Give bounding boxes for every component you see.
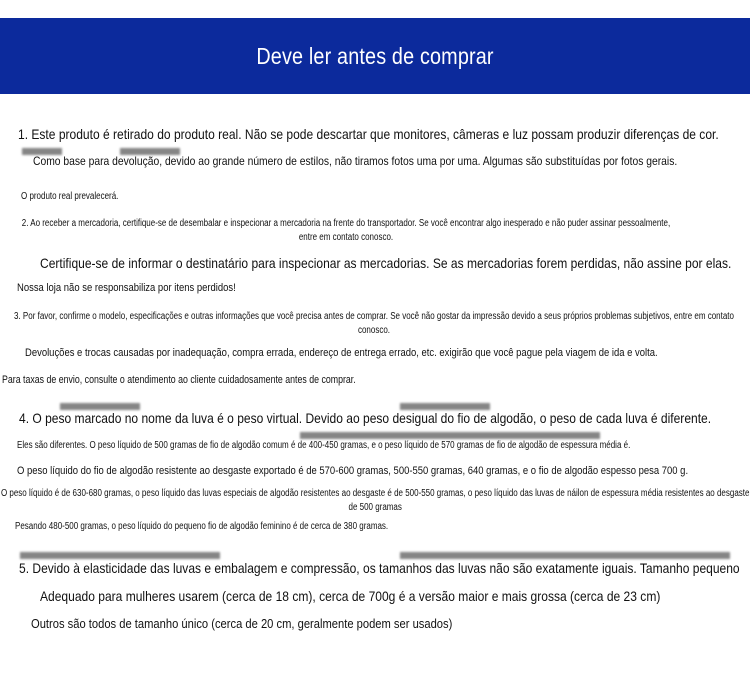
note-1-line-3: O produto real prevalecerá. — [21, 191, 119, 202]
note-3-line-1: 3. Por favor, confirme o modelo, especificações e outras informações que você precisa antes de comprar. Se você não gostar da impressão devido a seus próprios problemas subjetivos, entre em contato conosco. — [14, 311, 734, 336]
note-4-line-2: Eles são diferentes. O peso líquido de 500 gramas de fio de algodão comum é de 400-450 gramas, e o peso líquido de 570 gramas de fio de algodão de espessura média é. — [17, 440, 631, 451]
note-1-line-2: Como base para devolução, devido ao grande número de estilos, não tiramos fotos uma por uma. Algumas são substituídas por fotos gerais. — [33, 154, 678, 168]
note-4-line-1: 4. O peso marcado no nome da luva é o peso virtual. Devido ao peso desigual do fio de algodão, o peso de cada luva é diferente. — [19, 410, 712, 426]
note-3-line-2: Devoluções e trocas causadas por inadequação, compra errada, endereço de entrega errado, etc. exigirão que você pague pela viagem de ida e volta. — [25, 347, 658, 359]
banner-title: Deve ler antes de comprar — [256, 42, 494, 69]
ghost-text-mark — [60, 403, 140, 410]
note-5-line-3: Outros são todos de tamanho único (cerca de 20 cm, geralmente podem ser usados) — [31, 616, 453, 631]
note-3-line-3: Para taxas de envio, consulte o atendimento ao cliente cuidadosamente antes de comprar. — [2, 374, 356, 386]
ghost-text-mark — [300, 432, 600, 439]
ghost-text-mark — [400, 552, 730, 559]
ghost-text-mark — [20, 552, 220, 559]
note-2-line-1: 2. Ao receber a mercadoria, certifique-se de desembalar e inspecionar a mercadoria na frente do transportador. Se você encontrar algo inesperado e não puder assinar pessoalmente, entre em contato conosco. — [21, 218, 671, 243]
note-2-line-2: Certifique-se de informar o destinatário para inspecionar as mercadorias. Se as mercadorias forem perdidas, não assine por elas. — [40, 255, 732, 271]
note-1-line-1: 1. Este produto é retirado do produto real. Não se pode descartar que monitores, câmeras e luz possam produzir diferenças de cor. — [18, 126, 719, 142]
note-4-line-4: O peso líquido é de 630-680 gramas, o peso líquido das luvas especiais de algodão resistentes ao desgaste é de 500-550 gramas, o peso líquido das luvas de náilon de espessura média resistentes ao desgaste de 500 gramas — [0, 488, 750, 513]
note-2-line-3: Nossa loja não se responsabiliza por itens perdidos! — [17, 282, 236, 294]
note-5-line-1: 5. Devido à elasticidade das luvas e embalagem e compressão, os tamanhos das luvas não são exatamente iguais. Tamanho pequeno — [19, 560, 740, 576]
ghost-text-mark — [400, 403, 490, 410]
note-4-line-3: O peso líquido do fio de algodão resistente ao desgaste exportado é de 570-600 gramas, 500-550 gramas, 640 gramas, e o fio de algodão espesso pesa 700 g. — [17, 465, 689, 477]
header-banner — [0, 18, 750, 94]
note-4-line-5: Pesando 480-500 gramas, o peso líquido do pequeno fio de algodão feminino é de cerca de 380 gramas. — [15, 521, 389, 532]
note-5-line-2: Adequado para mulheres usarem (cerca de 18 cm), cerca de 700g é a versão maior e mais grossa (cerca de 23 cm) — [40, 588, 661, 604]
